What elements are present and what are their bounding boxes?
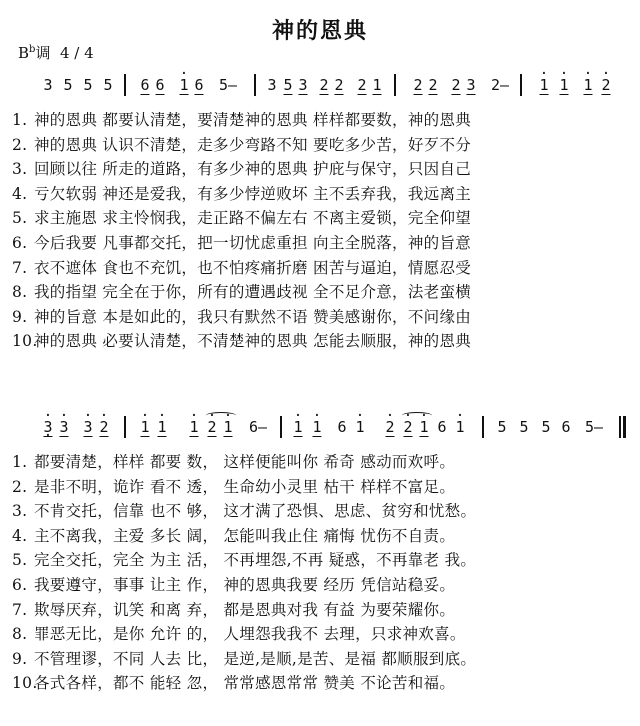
verse-number: 10.: [12, 332, 38, 351]
verse-text: 神的恩典 认识不清楚，走多少弯路不知 要吃多少苦，好歹不分: [34, 135, 472, 154]
verse-line: [12, 231, 632, 256]
key-letter: B: [18, 44, 30, 62]
barline: [619, 416, 621, 438]
note: · 1: [455, 418, 464, 436]
note: 5: [519, 418, 529, 436]
note: 5: [103, 76, 113, 94]
verse-number: 1.: [12, 111, 28, 129]
note: 2: [334, 76, 344, 94]
note: 2: [413, 76, 423, 94]
note: · 1: [293, 418, 302, 437]
key-label: 调: [35, 44, 51, 62]
key-signature: [18, 42, 94, 63]
note: 3: [267, 76, 277, 94]
verse-text: 不管理谬，不同 人去 比， 是逆,是顺,是苦、是福 都顺服到底。: [34, 649, 477, 668]
verse-number: 2.: [12, 135, 28, 154]
verse-text: 神的恩典 必要认清楚，不清楚神的恩典 怎能去顺服，神的恩典: [34, 332, 472, 351]
verse-line: [12, 206, 632, 231]
note: · 1: [179, 76, 188, 95]
verse-text: 欺辱厌弃，讥笑 和离 弃， 都是恩典对我 有益 为要荣耀你。: [34, 600, 456, 619]
barline: [394, 74, 396, 96]
verse-number: 3.: [12, 160, 28, 179]
verse-text: 我的指望 完全在于你，所有的遭遇歧视 全不足介意，法老蛮横: [34, 283, 472, 302]
verse-text: 完全交托，完全 为主 活， 不再埋怨,不再 疑惑，不再靠老 我。: [34, 551, 477, 570]
tie-mark: [206, 412, 236, 419]
note: · 1: [419, 418, 428, 437]
note: · 1: [189, 418, 198, 437]
note: · 2: [601, 76, 610, 95]
verse-text: 主不离我，主爱 多长 阔， 怎能叫我止住 痛悔 忧伤不自责。: [34, 526, 456, 545]
note: 5: [497, 418, 507, 436]
lyrics-block-2: [12, 450, 632, 696]
note: 2: [319, 76, 329, 94]
barline: [482, 416, 484, 438]
notation-line-1: [0, 76, 640, 110]
verse-line: [12, 182, 632, 207]
note: · 1: [312, 418, 321, 437]
note: 6: [561, 418, 571, 436]
verse-line: [12, 647, 632, 672]
verse-number: 6.: [12, 575, 28, 594]
verse-line: [12, 622, 632, 647]
notation-line-2: [0, 418, 640, 452]
verse-number: 7.: [12, 258, 28, 277]
verse-text: 是非不明，诡诈 看不 透， 生命幼小灵里 枯干 样样不富足。: [34, 477, 456, 496]
verse-line: [12, 305, 632, 330]
time-signature: 4 / 4: [60, 44, 94, 62]
note: 3: [43, 76, 53, 94]
verse-text: 罪恶无比，是你 允许 的， 人埋怨我我不 去理，只求神欢喜。: [34, 625, 466, 644]
verse-text: 求主施恩 求主怜悯我，走正路不偏左右 不离主爱锁，完全仰望: [34, 209, 472, 228]
note: · 1: [140, 418, 149, 437]
verse-line: [12, 598, 632, 623]
verse-number: 1.: [12, 453, 28, 471]
verse-line: [12, 133, 632, 158]
note: 2: [451, 76, 461, 94]
note: · 3: [83, 418, 92, 437]
note: · 2: [403, 418, 412, 437]
lyrics-block-1: [12, 108, 632, 354]
note: 5: [541, 418, 551, 436]
verse-text: 我要遵守，事事 让主 作， 神的恩典我要 经历 凭信站稳妥。: [34, 575, 456, 594]
verse-text: 神的恩典 都要认清楚，要清楚神的恩典 样样都要数，神的恩典: [34, 111, 472, 129]
note: 2–: [490, 76, 510, 94]
note: 6: [194, 76, 204, 94]
note: · 3: [59, 418, 68, 437]
verse-line: [12, 108, 632, 133]
verse-text: 不肯交托，信靠 也不 够， 这才满了恐惧、思虑、贫穷和忧愁。: [34, 502, 477, 521]
verse-line: [12, 280, 632, 305]
note: 2: [428, 76, 438, 94]
note: 5: [283, 76, 293, 94]
note: 5: [83, 76, 93, 94]
note: · 3 ·: [43, 418, 52, 437]
note: 6: [337, 418, 347, 436]
note: 6–: [248, 418, 268, 436]
note: · 1: [223, 418, 232, 437]
verse-number: 4.: [12, 184, 28, 203]
verse-number: 5.: [12, 551, 28, 570]
verse-number: 10.: [12, 674, 38, 693]
verse-number: 8.: [12, 283, 28, 302]
barline: [280, 416, 282, 438]
barline: [124, 416, 126, 438]
verse-line: [12, 256, 632, 281]
verse-line: [12, 450, 632, 475]
verse-number: 9.: [12, 649, 28, 668]
note: · 2: [207, 418, 216, 437]
note: 6: [437, 418, 447, 436]
verse-line: [12, 671, 632, 696]
verse-number: 3.: [12, 502, 28, 521]
verse-line: [12, 548, 632, 573]
note: · 2: [99, 418, 108, 437]
verse-line: [12, 524, 632, 549]
verse-number: 8.: [12, 625, 28, 644]
verse-number: 9.: [12, 307, 28, 326]
note: · 2: [385, 418, 394, 437]
note: 5–: [584, 418, 604, 436]
verse-number: 4.: [12, 526, 28, 545]
verse-number: 5.: [12, 209, 28, 228]
note: 5–: [218, 76, 238, 94]
verse-text: 衣不遮体 食也不充饥，也不怕疼痛折磨 困苦与逼迫，情愿忍受: [34, 258, 472, 277]
note: · 1: [539, 76, 548, 95]
note: 1: [372, 76, 382, 94]
verse-line: [12, 157, 632, 182]
verse-text: 回顾以往 所走的道路，有多少神的恩典 护庇与保守，只因自己: [34, 160, 472, 179]
note: 3: [466, 76, 476, 94]
final-barline: [623, 416, 626, 438]
note: · 1: [157, 418, 166, 437]
verse-text: 都要清楚，样样 都要 数， 这样便能叫你 希奇 感动而欢呼。: [34, 453, 456, 471]
verse-number: 6.: [12, 233, 28, 252]
verse-text: 神的旨意 本是如此的，我只有默然不语 赞美感谢你，不问缘由: [34, 307, 472, 326]
barline: [520, 74, 522, 96]
key-flat: b: [29, 44, 36, 55]
verse-line: [12, 329, 632, 354]
note: · 1: [355, 418, 364, 436]
verse-line: [12, 573, 632, 598]
verse-number: 7.: [12, 600, 28, 619]
verse-line: [12, 499, 632, 524]
verse-text: 亏欠软弱 神还是爱我，有多少悖逆败坏 主不丢弃我，我远离主: [34, 184, 472, 203]
note: 5: [63, 76, 73, 94]
note: · 1: [583, 76, 592, 95]
note: · 1: [559, 76, 568, 95]
verse-number: 2.: [12, 477, 28, 496]
verse-line: [12, 475, 632, 500]
barline: [124, 74, 126, 96]
note: 3: [298, 76, 308, 94]
barline: [254, 74, 256, 96]
note: 6: [140, 76, 150, 94]
verse-text: 各式各样，都不 能轻 忽， 常常感恩常常 赞美 不论苦和福。: [34, 674, 456, 693]
tie-mark: [402, 412, 432, 419]
song-title: 神的恩典: [271, 19, 368, 44]
note: 6: [155, 76, 165, 94]
verse-text: 今后我要 凡事都交托，把一切忧虑重担 向主全脱落，神的旨意: [34, 233, 472, 252]
note: 2: [357, 76, 367, 94]
